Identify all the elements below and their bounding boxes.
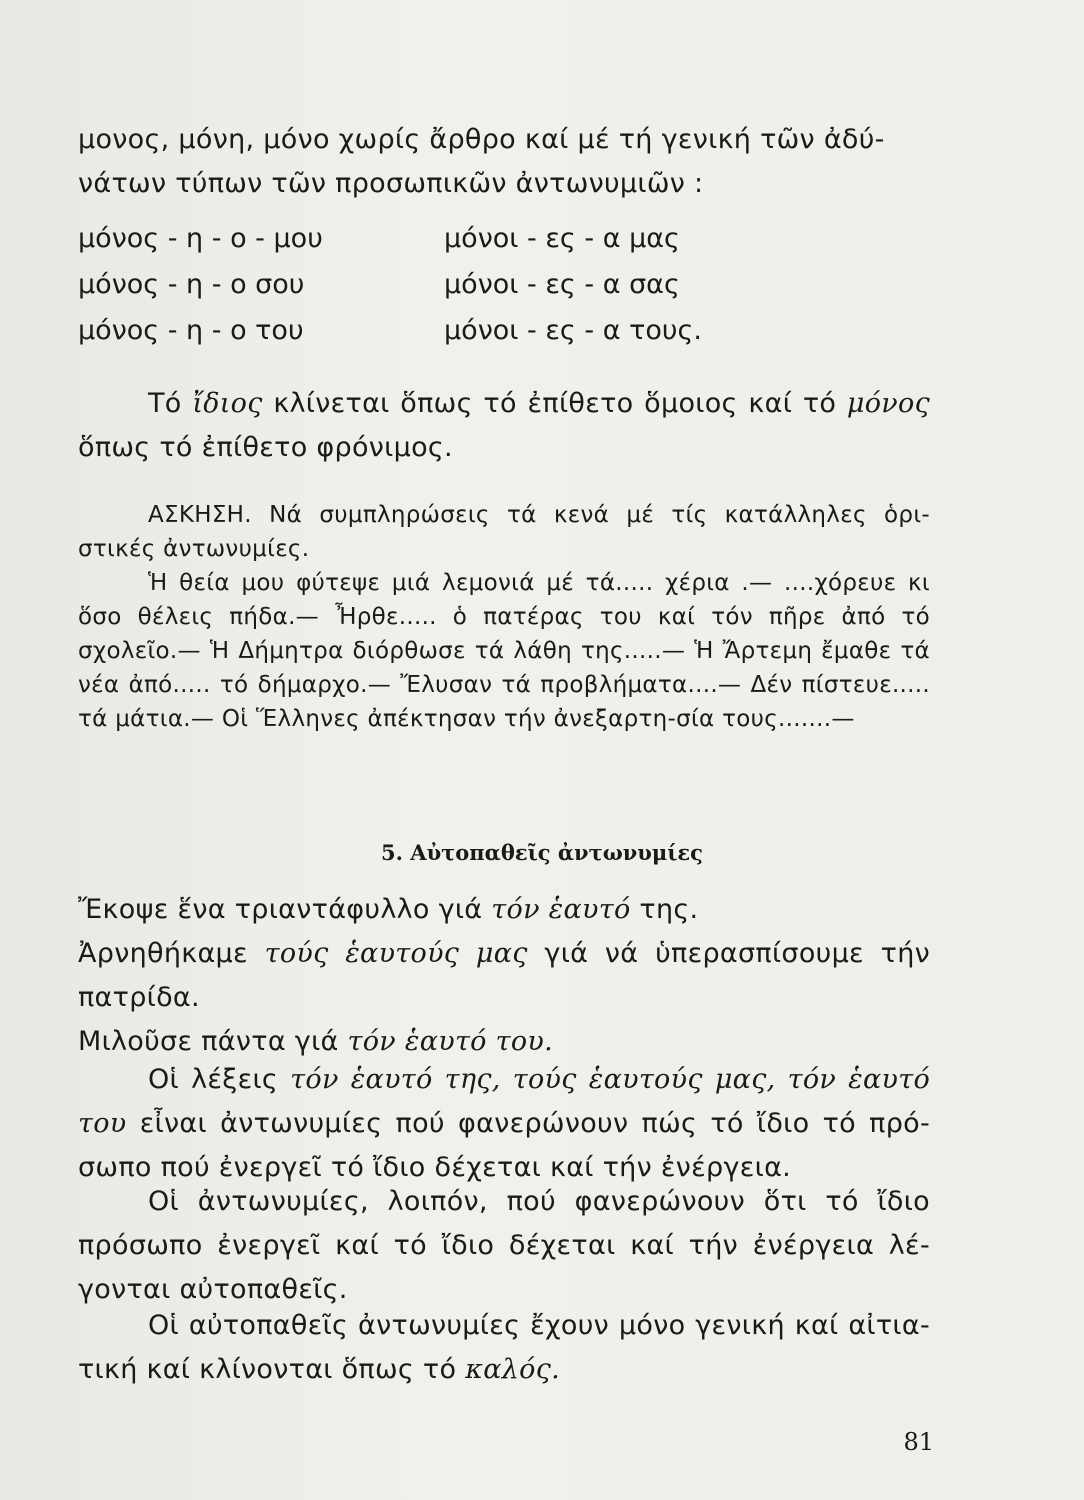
idios-text-2: κλίνεται ὅπως τό ἐπίθετο ὅμοιος καί τό (262, 388, 847, 419)
example-2-end: γιά νά ὑπερασπίσουμε τήν πατρίδα. (78, 938, 930, 1013)
declension-plural-1: μόνοι - ες - α μας (444, 223, 680, 254)
idios-word: ἴδιος (192, 388, 263, 419)
declension-singular-2: μόνος - η - ο σου (78, 269, 305, 300)
section-heading: 5. Αὐτοπαθεῖς ἀντωνυμίες (381, 840, 703, 865)
example-1-end: της. (630, 894, 699, 925)
examples (78, 888, 930, 1064)
example-1-pronoun: τόν ἑαυτό (491, 894, 631, 925)
monos-word: μόνος (846, 388, 930, 419)
example-2 (78, 932, 930, 1020)
explanation-3-word: καλός. (465, 1354, 560, 1385)
idios-text-3: ὅπως τό ἐπίθετο φρόνιμος. (78, 432, 453, 463)
exercise-instruction: ΑΣΚΗΣΗ. Νά συμπληρώσεις τά κενά μέ τίς κατάλληλες ὁρι-στικές ἀντωνυμίες. (78, 502, 930, 562)
declension-plural-3: μόνοι - ες - α τους. (444, 315, 702, 346)
example-3-pronoun: τόν ἑαυτό του. (347, 1026, 554, 1057)
explanation-1 (78, 1058, 930, 1190)
example-3-text: Μιλοῦσε πάντα γιά (78, 1026, 348, 1057)
explanation-3-text: Οἱ αὐτοπαθεῖς ἀντωνυμίες ἔχουν μόνο γενική καί αἰτια-τική καί κλίνονται ὅπως τό (78, 1310, 930, 1385)
example-1-text: Ἔκοψε ἕνα τριαντάφυλλο γιά (78, 894, 492, 925)
page-number: 81 (903, 1428, 934, 1456)
declension-plural-2: μόνοι - ες - α σας (444, 269, 680, 300)
explanation-2 (78, 1180, 930, 1312)
intro-line-2: νάτων τύπων τῶν προσωπικῶν ἀντωνυμιῶν : (78, 168, 704, 199)
explanation-3 (78, 1304, 930, 1392)
explanation-1-rest: εἶναι ἀντωνυμίες πού φανερώνουν πώς τό ἴδιο τό πρό-σωπο πού ἐνεργεῖ τό ἴδιο δέχεται καί τήν ἐνέργεια. (78, 1108, 930, 1183)
example-2-pronoun: τούς ἑαυτούς μας (264, 938, 528, 969)
exercise-text: Ἡ θεία μου φύτεψε μιά λεμονιά μέ τά..... χέρια .— ....χόρευε κι ὅσο θέλεις πήδα.— Ἦρθε..... ὁ πατέρας του καί τόν πῆρε ἀπό τό σχολεῖο.— Ἡ Δήμητρα διόρθωσε τά λάθη της.....— Ἡ Ἄρτεμη ἔμαθε τά νέα ἀπό..... τό δήμαρχο.— Ἔλυσαν τά προβλήματα....— Δέν πίστευε..... τά μάτια.— Οἱ Ἕλληνες ἀπέκτησαν τήν ἀνεξαρτη-σία τους.......— (78, 570, 930, 732)
idios-text-1: Τό (148, 388, 193, 419)
declension-singular-1: μόνος - η - ο - μου (78, 223, 323, 254)
declension-singular-3: μόνος - η - ο του (78, 315, 304, 346)
example-2-text: Ἀρνηθήκαμε (78, 938, 265, 969)
explanation-2-text: Οἱ ἀντωνυμίες, λοιπόν, πού φανερώνουν ὅτι τό ἴδιο πρόσωπο ἐνεργεῖ καί τό ἴδιο δέχεται καί τήν ἐνέργεια λέ-γονται αὐτοπαθεῖς. (78, 1186, 930, 1305)
exercise (78, 498, 930, 736)
intro-paragraph (78, 118, 930, 206)
intro-line-1: μονος, μόνη, μόνο χωρίς ἄρθρο καί μέ τή γενική τῶν ἀδύ- (78, 124, 885, 155)
idios-paragraph (78, 382, 930, 470)
explanation-1-text: Οἱ λέξεις (148, 1064, 291, 1095)
explanation-1-pronouns: τόν ἑαυτό της, τούς ἑαυτούς μας, τόν ἑαυτό του (78, 1064, 931, 1139)
example-1 (78, 888, 930, 932)
